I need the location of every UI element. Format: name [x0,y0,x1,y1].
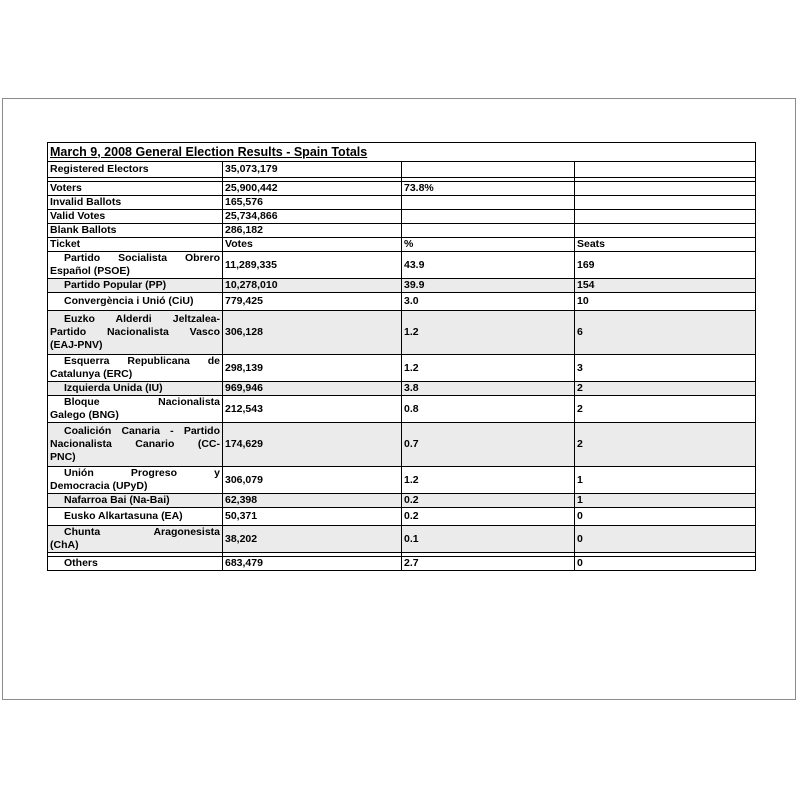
party-percent: 1.2 [402,311,575,355]
party-votes: 683,479 [223,557,402,571]
party-votes: 11,289,335 [223,252,402,279]
party-row-cc-pnc [48,423,756,467]
summary-row-registered-electors [48,162,756,178]
party-name-cell: Partido Popular (PP) [48,279,223,293]
party-name-cell: Coalición Canaria - Partido Nacionalista Canario (CC- PNC) [48,423,223,467]
summary-votes: 25,734,866 [223,210,402,224]
party-seats: 1 [575,467,756,494]
party-percent: 2.7 [402,557,575,571]
party-seats: 1 [575,494,756,508]
party-percent: 3.8 [402,382,575,396]
column-header-votes: Votes [223,238,402,252]
party-percent: 39.9 [402,279,575,293]
party-percent: 0.2 [402,494,575,508]
party-seats: 3 [575,355,756,382]
party-name-cell: Euzko Alderdi Jeltzalea- Partido Nacionalista Vasco (EAJ-PNV) [48,311,223,355]
party-votes: 306,079 [223,467,402,494]
election-results-table [47,142,756,571]
party-row-erc [48,355,756,382]
summary-label: Registered Electors [48,162,223,178]
summary-row-blank-ballots [48,224,756,238]
table-title-row [48,143,756,162]
party-seats: 2 [575,423,756,467]
summary-row-valid-votes [48,210,756,224]
party-row-upyd [48,467,756,494]
party-votes: 62,398 [223,494,402,508]
summary-percent [402,224,575,238]
party-percent: 1.2 [402,467,575,494]
party-seats: 169 [575,252,756,279]
summary-row-invalid-ballots [48,196,756,210]
party-seats: 10 [575,293,756,311]
party-name-cell: Bloque Nacionalista Galego (BNG) [48,396,223,423]
summary-percent [402,210,575,224]
party-votes: 50,371 [223,508,402,526]
party-percent: 3.0 [402,293,575,311]
party-name-cell: Unión Progreso y Democracia (UPyD) [48,467,223,494]
party-votes: 969,946 [223,382,402,396]
summary-label: Blank Ballots [48,224,223,238]
party-votes: 38,202 [223,526,402,553]
column-header-ticket: Ticket [48,238,223,252]
party-name-cell: Esquerra Republicana de Catalunya (ERC) [48,355,223,382]
party-name-cell: Nafarroa Bai (Na-Bai) [48,494,223,508]
party-name-cell: Eusko Alkartasuna (EA) [48,508,223,526]
party-percent: 0.8 [402,396,575,423]
party-seats: 2 [575,382,756,396]
party-name-cell: Partido Socialista Obrero Español (PSOE) [48,252,223,279]
summary-votes: 25,900,442 [223,182,402,196]
party-row-iu [48,382,756,396]
party-votes: 212,543 [223,396,402,423]
party-percent: 0.1 [402,526,575,553]
party-seats: 2 [575,396,756,423]
summary-row-voters [48,182,756,196]
summary-label: Invalid Ballots [48,196,223,210]
party-name-cell: Chunta Aragonesista (ChA) [48,526,223,553]
summary-label: Voters [48,182,223,196]
party-percent: 0.7 [402,423,575,467]
party-seats: 154 [575,279,756,293]
column-header-percent: % [402,238,575,252]
party-row-eaj-pnv [48,311,756,355]
party-percent: 43.9 [402,252,575,279]
party-row-ea [48,508,756,526]
summary-votes: 35,073,179 [223,162,402,178]
party-name-cell: Others [48,557,223,571]
party-votes: 779,425 [223,293,402,311]
summary-votes: 286,182 [223,224,402,238]
party-row-pp [48,279,756,293]
summary-percent [402,196,575,210]
summary-votes: 165,576 [223,196,402,210]
party-percent: 0.2 [402,508,575,526]
party-seats: 6 [575,311,756,355]
party-row-others [48,557,756,571]
party-row-ciu [48,293,756,311]
summary-seats [575,210,756,224]
summary-seats [575,196,756,210]
party-row-psoe [48,252,756,279]
party-votes: 306,128 [223,311,402,355]
document-page [2,98,796,700]
party-seats: 0 [575,557,756,571]
column-header-seats: Seats [575,238,756,252]
summary-seats [575,182,756,196]
party-name-cell: Convergència i Unió (CiU) [48,293,223,311]
table-title: March 9, 2008 General Election Results - Spain Totals [50,144,368,159]
table-title-cell [48,143,756,162]
party-percent: 1.2 [402,355,575,382]
column-header-row [48,238,756,252]
summary-percent: 73.8% [402,182,575,196]
summary-seats [575,224,756,238]
party-name-cell: Izquierda Unida (IU) [48,382,223,396]
party-votes: 298,139 [223,355,402,382]
party-votes: 10,278,010 [223,279,402,293]
party-seats: 0 [575,508,756,526]
party-row-na-bai [48,494,756,508]
summary-label: Valid Votes [48,210,223,224]
party-votes: 174,629 [223,423,402,467]
party-row-bng [48,396,756,423]
summary-percent [402,162,575,178]
summary-seats [575,162,756,178]
party-seats: 0 [575,526,756,553]
party-row-cha [48,526,756,553]
